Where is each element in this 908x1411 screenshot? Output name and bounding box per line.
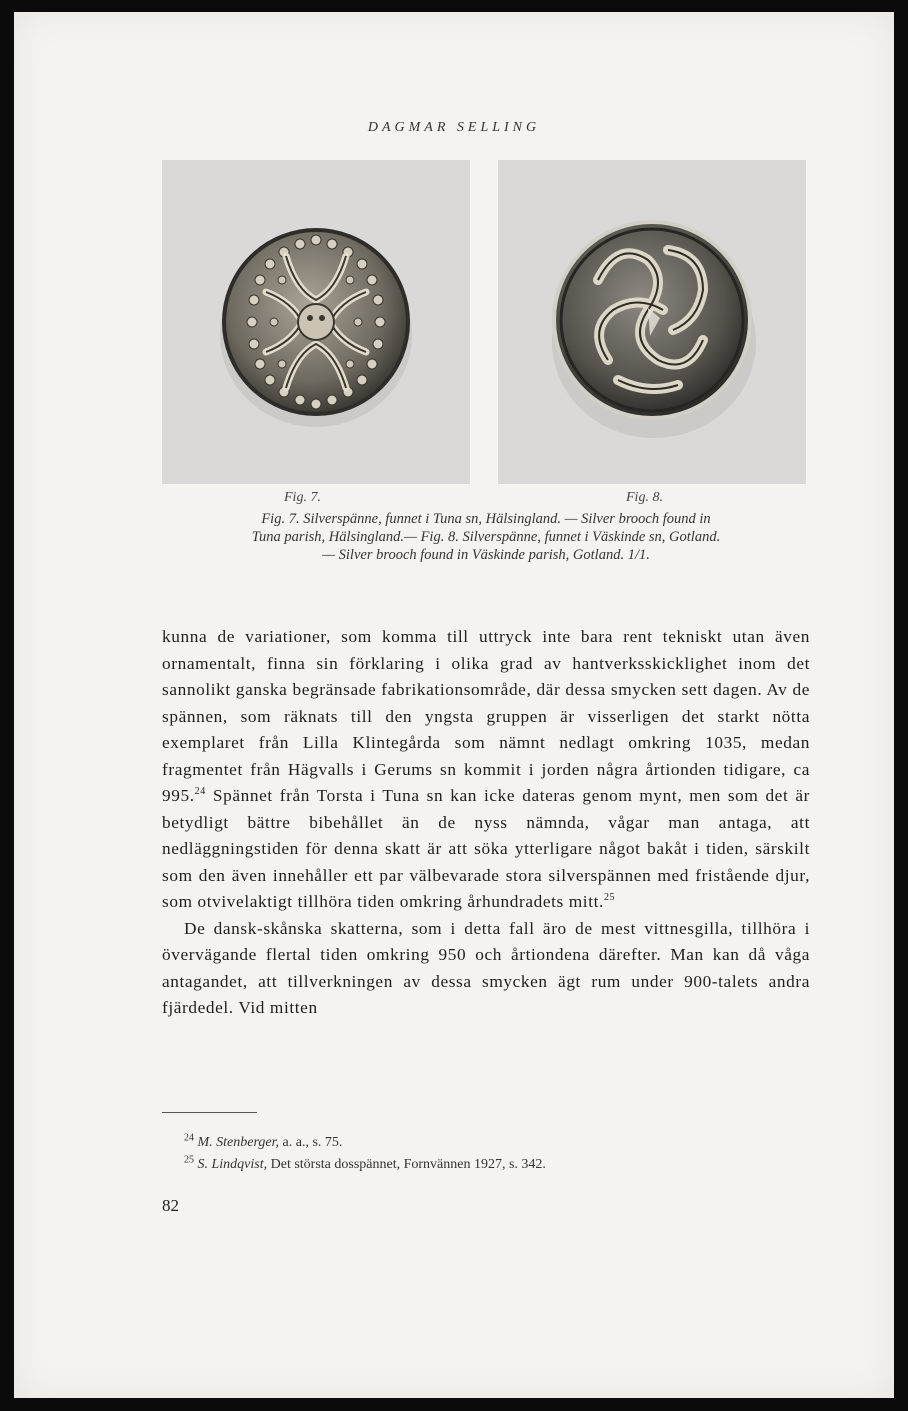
footnote-author: S. Lindqvist, <box>197 1157 268 1172</box>
footnote-ref: 24 <box>194 786 206 798</box>
page <box>14 12 894 1398</box>
paragraph: De dansk-skånska skatterna, som i detta fall äro de mest vittnesgilla, tillhöra i övervägande flertal tiden omkring 950 och årtiondena därefter. Man kan då våga antagandet, att tillverkningen av dessa smycken ägt rum under 900-talets andra fjärdedel. Vid mitten <box>162 918 810 1017</box>
footnotes <box>184 1132 804 1176</box>
footnote-ref: 25 <box>603 892 616 904</box>
figure-7-brooch-image <box>162 160 470 484</box>
footnote <box>184 1154 804 1176</box>
caption-line: — Silver brooch found in Väskinde parish, Gotland. 1/1. <box>322 547 650 563</box>
paragraph-text: Spännet från Torsta i Tuna sn kan icke dateras genom mynt, men som det är betydligt bättre bibehållet än de nyss nämnda, vågar man antaga, att nedläggningstiden för denna skatt är att söka ytterligare något bakåt i tiden, särskilt som den även innehåller ett par välbevarade stora silverspännen med fristående djur, som otvivelaktigt tillhöra tiden omkring århundradets mitt. <box>162 786 810 911</box>
footnote-number: 25 <box>184 1154 194 1166</box>
footnote-text: Det största dosspännet, Fornvännen 1927, s. 342. <box>267 1157 546 1172</box>
figure-8-label: Fig. 8. <box>626 490 663 505</box>
figure-caption <box>162 510 810 564</box>
footnote-divider <box>162 1112 257 1113</box>
body-text <box>162 624 810 1022</box>
caption-line: Tuna parish, Hälsingland.— Fig. 8. Silverspänne, funnet i Väskinde sn, Gotland. <box>251 529 721 545</box>
page-number: 82 <box>162 1196 179 1215</box>
footnote-author: M. Stenberger, <box>197 1135 280 1150</box>
paragraph-text: kunna de variationer, som komma till uttryck inte bara rent tekniskt utan även ornamentalt, finna sin förklaring i olika grad av hantverksskicklighet inom det sannolikt ganska begränsade fabrikationsområde, där dessa smycken sett dagen. Av de spännen, som räknats till den yngsta gruppen är visserligen det starkt nötta exemplaret från Lilla Klintegårda som nämnt nedlagt omkring 1035, medan fragmentet från Hägvalls i Gerums sn kommit i jorden några årtionden tidigare, ca 995. <box>162 627 810 805</box>
figure-8-brooch-image <box>498 160 806 484</box>
paragraph <box>162 624 810 916</box>
footnote <box>184 1132 804 1154</box>
caption-line: Fig. 7. Silverspänne, funnet i Tuna sn, Hälsingland. — Silver brooch found in <box>261 511 711 527</box>
figure-7-label: Fig. 7. <box>284 490 321 505</box>
running-head: DAGMAR SELLING <box>367 120 541 135</box>
footnote-text: a. a., s. 75. <box>279 1135 343 1150</box>
footnote-number: 24 <box>184 1132 194 1144</box>
